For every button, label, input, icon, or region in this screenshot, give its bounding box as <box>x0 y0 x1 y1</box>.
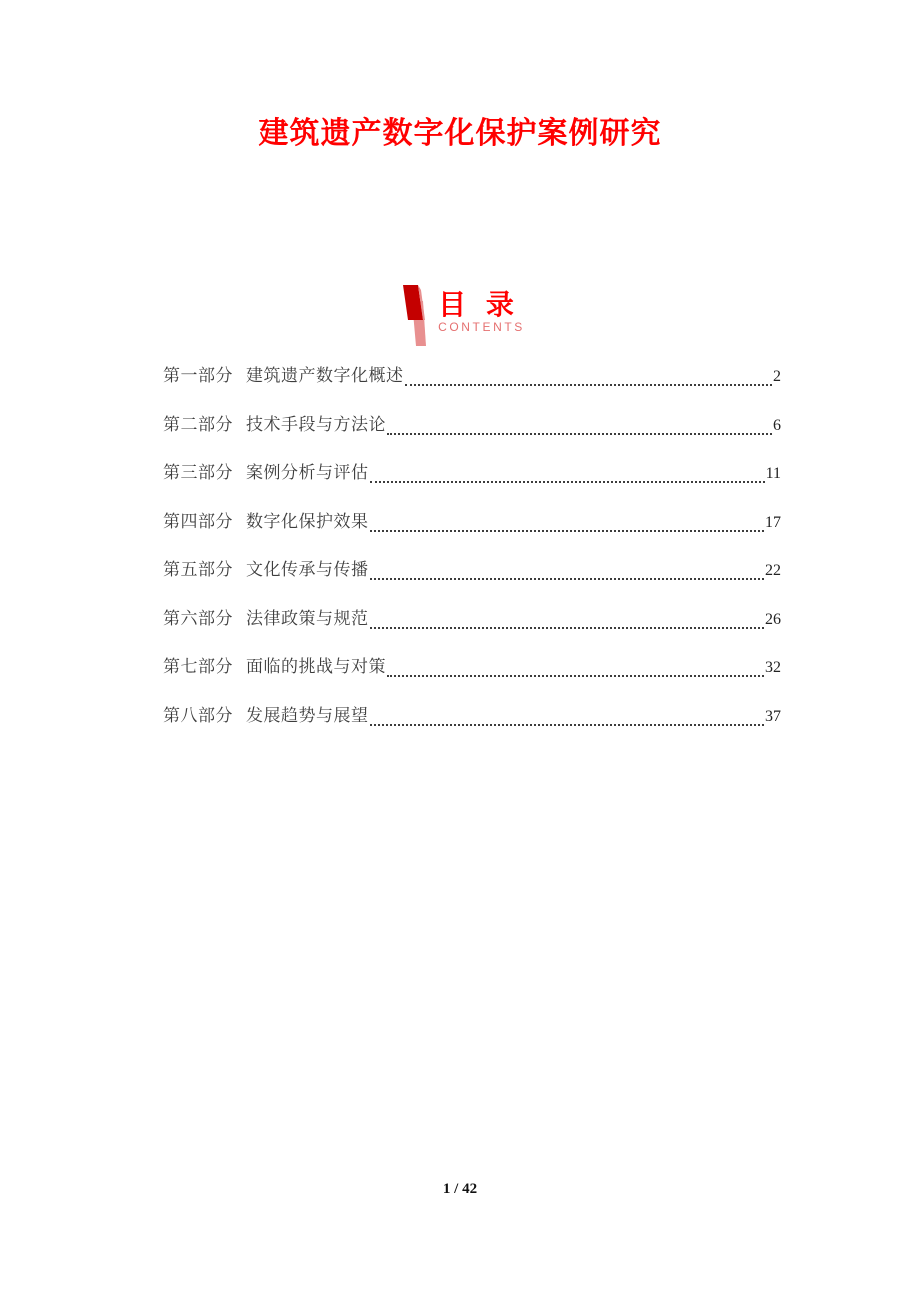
toc-leader-dots <box>387 430 772 435</box>
toc-entry-5[interactable] <box>163 560 781 580</box>
toc-leader-dots <box>370 478 765 483</box>
toc-entry-title: 建筑遗产数字化概述 <box>246 366 404 385</box>
toc-leader-dots <box>405 381 773 386</box>
toc-entry-title: 法律政策与规范 <box>246 608 369 628</box>
toc-page-number: 11 <box>765 465 781 482</box>
toc-page-number: 17 <box>765 513 781 531</box>
ribbon-mark-icon <box>395 284 431 348</box>
toc-leader-dots <box>370 624 765 629</box>
toc-part-label: 第一部分 <box>163 366 233 385</box>
toc-entry-title: 发展趋势与展望 <box>246 705 369 725</box>
toc-logo <box>0 284 920 348</box>
toc-logo-text <box>438 284 525 334</box>
toc-entry-1[interactable] <box>163 366 781 386</box>
toc-part-label: 第五部分 <box>163 560 233 579</box>
toc-leader-dots <box>370 575 765 580</box>
toc-entry-8[interactable] <box>163 706 781 726</box>
toc-entry-6[interactable] <box>163 609 781 629</box>
document-title: 建筑遗产数字化保护案例研究 <box>258 117 662 150</box>
toc-entry-3[interactable] <box>163 463 781 483</box>
toc-entry-4[interactable] <box>163 512 781 532</box>
toc-entry-2[interactable] <box>163 415 781 435</box>
toc-entry-title: 数字化保护效果 <box>246 511 369 531</box>
toc-entry-title: 案例分析与评估 <box>246 463 369 482</box>
toc-entry-title: 文化传承与传播 <box>246 560 369 579</box>
toc-page-number: 22 <box>765 562 781 579</box>
toc-part-label: 第六部分 <box>163 608 233 628</box>
toc-heading-cn: 目 录 <box>438 289 520 320</box>
page-number-indicator: 1 / 42 <box>442 1181 478 1197</box>
toc-leader-dots <box>370 721 765 726</box>
toc-page-number: 26 <box>765 610 781 628</box>
toc-part-label: 第三部分 <box>163 463 233 482</box>
toc-leader-dots <box>387 672 764 677</box>
toc-page-number: 37 <box>765 707 781 725</box>
toc-part-label: 第七部分 <box>163 657 233 676</box>
toc-leader-dots <box>370 527 765 532</box>
toc-part-label: 第八部分 <box>163 705 233 725</box>
toc-page-number: 32 <box>765 659 781 676</box>
toc-entry-7[interactable] <box>163 657 781 677</box>
toc-part-label: 第四部分 <box>163 511 233 531</box>
toc-part-label: 第二部分 <box>163 414 233 434</box>
toc-heading-en: CONTENTS <box>438 320 525 334</box>
toc-list <box>163 366 781 754</box>
toc-page-number: 2 <box>773 368 781 385</box>
toc-entry-title: 面临的挑战与对策 <box>246 657 386 676</box>
toc-page-number: 6 <box>773 416 781 434</box>
toc-entry-title: 技术手段与方法论 <box>246 414 386 434</box>
